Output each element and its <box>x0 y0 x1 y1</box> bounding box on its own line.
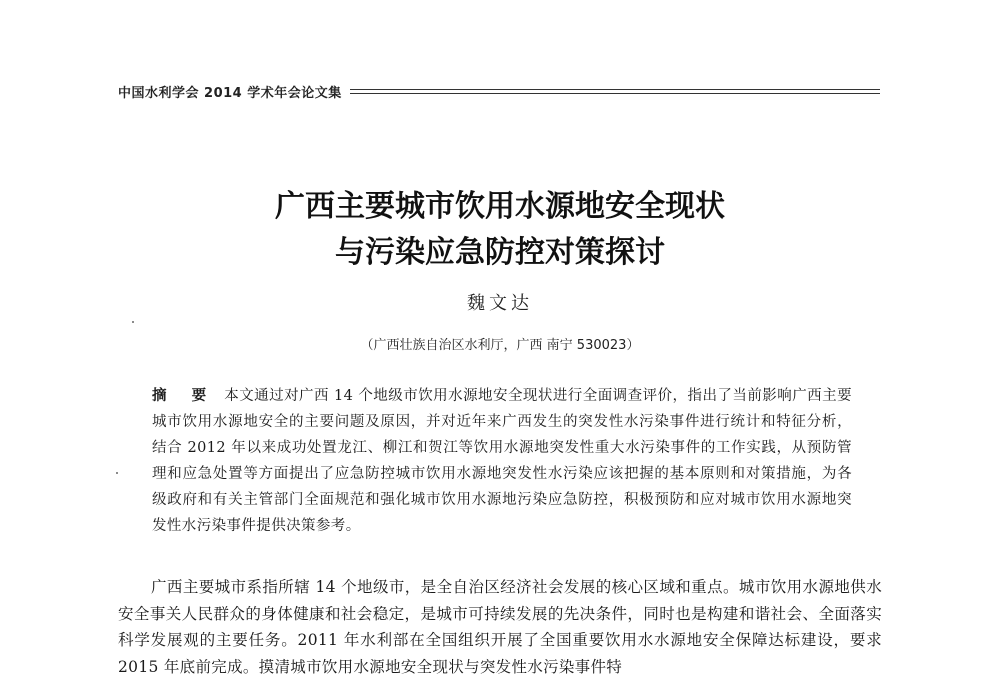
scan-speck <box>116 472 118 474</box>
scan-speck <box>132 321 134 323</box>
author-name: 魏文达 <box>467 293 533 314</box>
paper-title-line-1: 广西主要城市饮用水源地安全现状 <box>275 189 725 224</box>
running-header <box>118 81 880 101</box>
abstract <box>152 383 852 539</box>
abstract-label: 摘 要 <box>152 388 217 404</box>
header-double-rule <box>350 89 880 94</box>
author-affiliation: （广西壮族自治区水利厅，广西 南宁 530023） <box>360 338 640 353</box>
body-paragraph: 广西主要城市系指所辖 14 个地级市，是全自治区经济社会发展的核心区域和重点。城市饮用水源地供水安全事关人民群众的身体健康和社会稳定，是城市可持续发展的先决条件，同时也是构建和谐社会、全面落实科学发展观的主要任务。2011 年水利部在全国组织开展了全国重要饮用水水源地安全保障达标建设，要求 2015 年底前完成。摸清城市饮用水源地安全现状与突发性水污染事件特 <box>118 578 882 676</box>
abstract-text: 本文通过对广西 14 个地级市饮用水源地安全现状进行全面调查评价，指出了当前影响广西主要城市饮用水源地安全的主要问题及原因，并对近年来广西发生的突发性水污染事件进行统计和特征分析，结合 2012 年以来成功处置龙江、柳江和贺江等饮用水源地突发性重大水污染事件的工作实践，从预防管理和应急处置等方面提出了应急防控城市饮用水源地突发性水污染应该把握的基本原则和对策措施，为各级政府和有关主管部门全面规范和强化城市饮用水源地污染应急防控，积极预防和应对城市饮用水源地突发性水污染事件提供决策参考。 <box>152 388 852 534</box>
journal-name: 中国水利学会 2014 学术年会论文集 <box>118 85 342 101</box>
paper-title-line-2: 与污染应急防控对策探讨 <box>335 235 665 270</box>
